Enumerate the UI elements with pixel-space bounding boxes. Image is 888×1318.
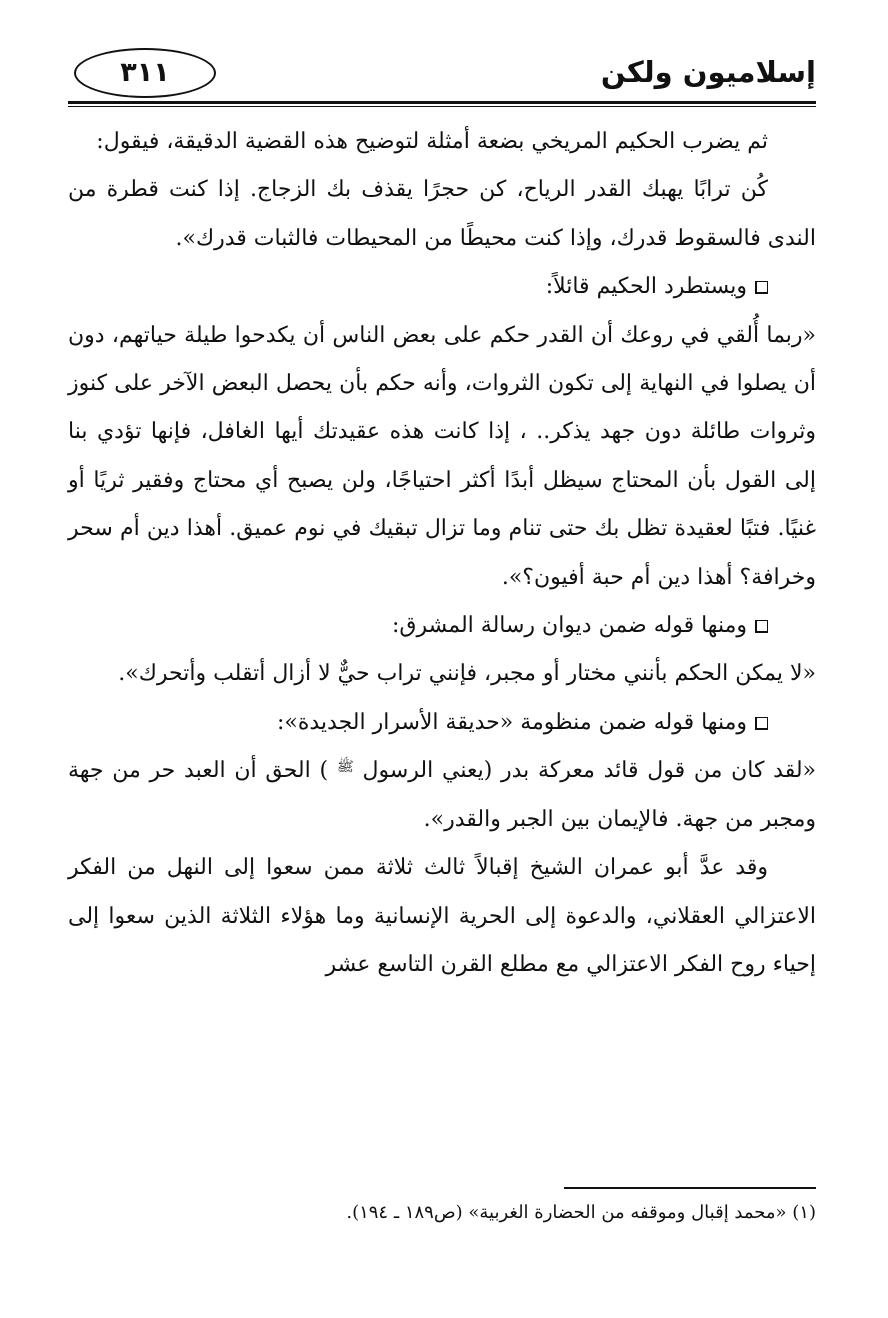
section-item-text: ومنها قوله ضمن منظومة «حديقة الأسرار الجديدة»: bbox=[276, 709, 747, 735]
page-header bbox=[68, 48, 816, 108]
running-title: إسلاميون ولكن bbox=[600, 55, 816, 89]
footnote: (١) «محمد إقبال وموقفه من الحضارة الغربية» (ص١٨٩ ـ ١٩٤). bbox=[346, 1202, 816, 1223]
section-item-text: ومنها قوله ضمن ديوان رسالة المشرق: bbox=[392, 613, 747, 639]
footnote-separator bbox=[564, 1187, 816, 1189]
section-item bbox=[68, 699, 816, 747]
section-item bbox=[68, 602, 816, 650]
paragraph-intro: ثم يضرب الحكيم المريخي بضعة أمثلة لتوضيح هذه القضية الدقيقة، فيقول: bbox=[96, 129, 768, 154]
bullet-box-icon bbox=[755, 717, 768, 730]
paragraph-text: وقد عدَّ أبو عمران الشيخ إقبالاً ثالث ثلاثة ممن سعوا إلى النهل من الفكر الاعتزالي العقلاني، والدعوة إلى الحرية الإنسانية وما هؤلاء الثلاثة الذين سعوا إلى إحياء روح الفكر الاعتزالي مع مطلع القرن التاسع عشر bbox=[68, 855, 816, 977]
bullet-box-icon bbox=[755, 620, 768, 633]
honorific-symbol: ﷺ bbox=[336, 759, 354, 776]
header-rule-thin bbox=[68, 106, 816, 107]
page-number-oval bbox=[74, 48, 216, 98]
quote-paragraph bbox=[68, 747, 816, 844]
page-number: ٣١١ bbox=[120, 57, 170, 88]
quote-paragraph: «ربما أُلقي في روعك أن القدر حكم على بعض الناس أن يكدحوا طيلة حياتهم، دون أن يصلوا في النهاية إلى تكون الثروات، وأنه حكم بأن يحصل البعض الآخر على كنوز وثروات طائلة دون جهد يذكر.. ، إذا كانت هذه عقيدتك أيها الغافل، فإنها تؤدي بنا إلى القول بأن المحتاج سيظل أبدًا أكثر احتياجًا، ولن يصبح أي محتاج وفقير ثريًا أو غنيًا. فتبًا لعقيدة تظل بك حتى تنام وما تزال تبقيك في نوم عميق. أهذا دين أم سحر وخرافة؟ أهذا دين أم حبة أفيون؟». bbox=[68, 322, 816, 590]
body-text bbox=[68, 118, 816, 989]
section-item bbox=[68, 263, 816, 311]
quote-paragraph: «لا يمكن الحكم بأنني مختار أو مجبر، فإنني تراب حيٌّ لا أزال أتقلب وأتحرك». bbox=[118, 661, 816, 687]
section-item-text: ويستطرد الحكيم قائلاً: bbox=[545, 274, 747, 300]
header-rule bbox=[68, 101, 816, 104]
quote-paragraph: كُن ترابًا يهبك القدر الرياح، كن حجرًا يقذف بك الزجاج. إذا كنت قطرة من الندى فالسقوط قدرك، وإذا كنت محيطًا من المحيطات فالثبات قدرك». bbox=[68, 177, 816, 251]
bullet-box-icon bbox=[755, 281, 768, 294]
quote-text-end: ) الحق أن العبد حر من جهة ومجبر من جهة. فالإيمان بين الجبر والقدر». bbox=[68, 758, 816, 832]
quote-text-start: «لقد كان من قول قائد معركة بدر (يعني الرسول bbox=[362, 758, 816, 784]
